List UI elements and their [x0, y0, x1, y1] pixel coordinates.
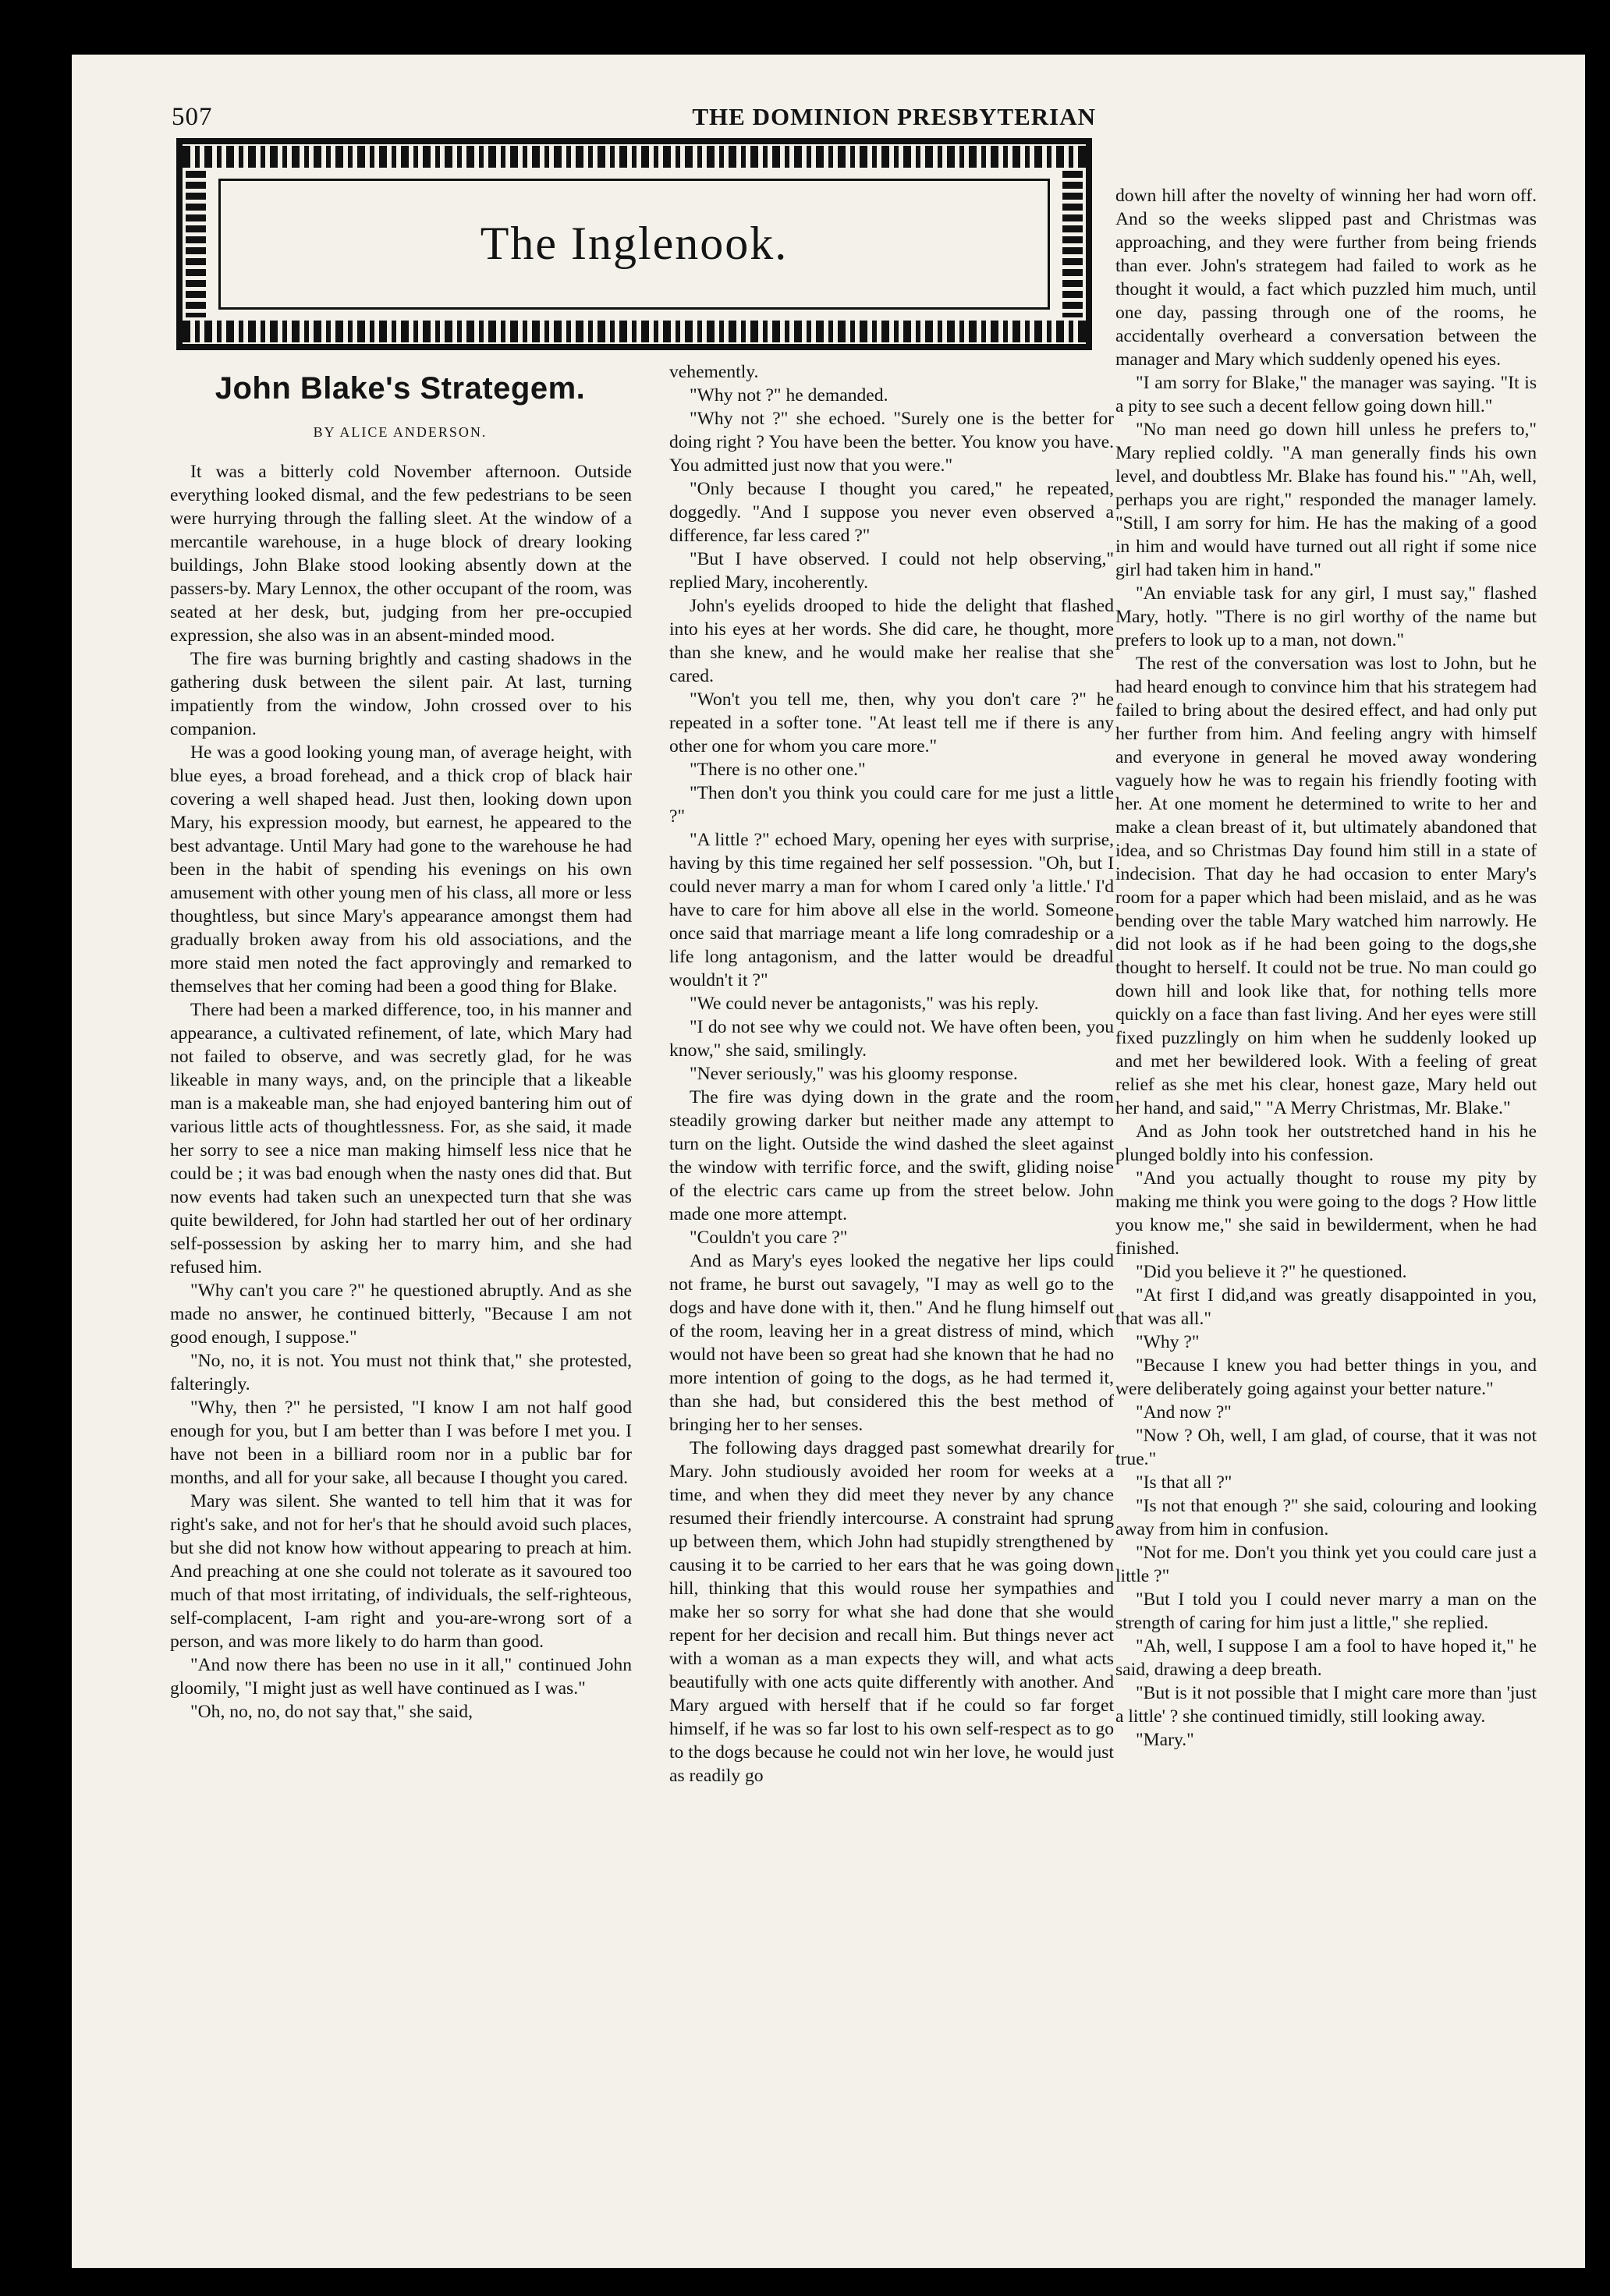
paragraph: "A little ?" echoed Mary, opening her eyes with surprise, having by this time regained her self possession. "Oh, but I could never marry a man for whom I cared only 'a little.' I'd have to care for him above all else in the world. Someone once said that marriage meant a life long comradeship or a life long antagonism, and the latter would be dreadful wouldn't it ?" [669, 830, 1114, 990]
paragraph: "And you actually thought to rouse my pity by making me think you were going to the dogs ? How little you know me," she said in bewilderment, when he had finished. [1115, 1168, 1537, 1259]
paragraph: "At first I did,and was greatly disappointed in you, that was all." [1115, 1285, 1537, 1329]
paragraph: "I do not see why we could not. We have often been, you know," she said, smilingly. [669, 1017, 1114, 1061]
paragraph: "Is that all ?" [1136, 1472, 1232, 1493]
section-banner [176, 138, 1092, 350]
paragraph: The following days dragged past somewhat drearily for Mary. John studiously avoided her room for weeks at a time, and when they did meet they never by any chance resumed their friendly intercourse. A constraint had sprung up between them, which John had stupidly strengthened by causing it to be carried to her ears that he was going down hill, thinking that this would rouse her sympathies and make her so sorry for what she had done that she would repent for her decision and recall him. But things never act with a woman as a man expects they will, and what acts beautifully with one acts quite differently with another. And Mary argued with herself that if he could so far forget himself, if he was so far lost to his own self-respect as to go to the dogs because he could not win her love, he would just as readily go [669, 1438, 1114, 1786]
paragraph: "But I have observed. I could not help observing," replied Mary, incoherently. [669, 549, 1114, 593]
ornamental-border-bottom [183, 321, 1086, 342]
banner-inner-frame [218, 179, 1050, 310]
paragraph: John's eyelids drooped to hide the delight that flashed into his eyes at her words. She did care, he thought, more than she knew, and he would make her realise that she cared. [669, 596, 1114, 686]
paragraph: "But is it not possible that I might care more than 'just a little' ? she continued timidly, still looking away. [1115, 1683, 1537, 1727]
paragraph: "Couldn't you care ?" [690, 1228, 848, 1248]
page-header [172, 97, 1096, 144]
paragraph: "We could never be antagonists," was his reply. [690, 994, 1039, 1014]
ornamental-border-right [1062, 171, 1083, 317]
paragraph: "Oh, no, no, do not say that," she said, [190, 1702, 473, 1722]
paragraph: "No man need go down hill unless he prefers to," Mary replied coldly. "A man generally finds his own level, and doubtless Mr. Blake has found his." "Ah, well, perhaps you are right," responded the manager lamely. "Still, I am sorry for him. He has the making of a good in him and would have turned out all right if some nice girl had taken him in hand." [1115, 420, 1537, 580]
paragraph: "Why, then ?" he persisted, "I know I am not half good enough for you, but I am better than I was before I met you. I have not been in a billiard room nor in a public bar for months, and all for your sake, all because I thought you cared. [170, 1398, 632, 1488]
section-title: The Inglenook. [480, 218, 789, 269]
paragraph: "Mary." [1136, 1730, 1194, 1750]
paragraph: "Why not ?" he demanded. [690, 385, 888, 406]
paragraph: down hill after the novelty of winning her had worn off. And so the weeks slipped past and Christmas was approaching, and they were further from being friends than ever. John's strategem had failed to work as he thought it would, a fact which puzzled him much, until one day, passing through one of the rooms, he accidentally overheard a conversation between the manager and Mary which suddenly opened his eyes. [1115, 186, 1537, 370]
paragraph: vehemently. [669, 362, 759, 382]
paragraph: "Why ?" [1136, 1332, 1200, 1352]
paragraph: "Won't you tell me, then, why you don't care ?" he repeated in a softer tone. "At least tell me if there is any other one for whom you care more." [669, 689, 1114, 756]
paragraph: It was a bitterly cold November afternoon. Outside everything looked dismal, and the few pedestrians to be seen were hurrying through the falling sleet. At the window of a mercantile warehouse, in a huge block of dreary looking buildings, John Blake stood looking absently down at the passers-by. Mary Lennox, the other occupant of the room, was seated at her desk, but, judging from her pre-occupied expression, she also was in an absent-minded mood. [170, 462, 632, 646]
story-title: John Blake's Strategem. [215, 371, 586, 406]
column-3 [1115, 184, 1537, 1752]
page-number: 507 [172, 103, 213, 131]
paragraph: "No, no, it is not. You must not think that," she protested, falteringly. [170, 1351, 632, 1394]
paragraph: The rest of the conversation was lost to John, but he had heard enough to convince him that his strategem had failed to bring about the desired effect, and had only put her further from him. And feeling angry with himself and everyone in general he moved away wondering vaguely how he was to regain his friendly footing with her. At one moment he determined to write to her and make a clean breast of it, but ultimately abandoned that idea, and so Christmas Day found him still in a state of indecision. That day he had occasion to enter Mary's room for a paper which had been mislaid, and as he was bending over the table Mary watched him narrowly. He did not look as if he had been going to the dogs,she thought to herself. It could not be true. No man could go down hill and look like that, for nothing tells more quickly on a face than fast living. And her eyes were still fixed puzzlingly on him when he suddenly looked up and met her bewildered look. With a feeling of great relief as she met his clear, honest gaze, Mary held out her hand, and said," "A Merry Christmas, Mr. Blake." [1115, 654, 1537, 1118]
paragraph: And as John took her outstretched hand in his he plunged boldly into his confession. [1115, 1121, 1537, 1165]
paragraph: The fire was dying down in the grate and the room steadily growing darker but neither made any attempt to turn on the light. Outside the wind dashed the sleet against the window with terrific force, and the swift, gliding noise of the electric cars came up from the street below. John made one more attempt. [669, 1087, 1114, 1224]
paragraph: Mary was silent. She wanted to tell him that it was for right's sake, and not for her's that he should avoid such places, but she did not know how without appearing to preach at him. And preaching at one she could not tolerate as it savoured too much of that most irritating, of individuals, the self-righteous, self-complacent, I-am right and you-are-wrong sort of a person, and was more likely to do harm than good. [170, 1491, 632, 1652]
paragraph: "Now ? Oh, well, I am glad, of course, that it was not true." [1115, 1426, 1537, 1469]
column-1 [170, 460, 632, 1724]
paragraph: "Ah, well, I suppose I am a fool to have hoped it," he said, drawing a deep breath. [1115, 1636, 1537, 1680]
paragraph: "And now ?" [1136, 1402, 1232, 1423]
journal-title: THE DOMINION PRESBYTERIAN [692, 103, 1096, 130]
paragraph: "Did you believe it ?" he questioned. [1136, 1262, 1407, 1282]
paragraph: "Never seriously," was his gloomy response. [690, 1064, 1018, 1084]
ornamental-border-left [186, 171, 206, 317]
paragraph: "Is not that enough ?" she said, colouring and looking away from him in confusion. [1115, 1496, 1537, 1540]
paragraph: "Only because I thought you cared," he repeated, doggedly. "And I suppose you never even observed a difference, far less cared ?" [669, 479, 1114, 546]
byline: BY ALICE ANDERSON. [313, 424, 488, 440]
paragraph: "And now there has been no use in it all," continued John gloomily, "I might just as well have continued as I was." [170, 1655, 632, 1699]
ornamental-border-top [183, 146, 1086, 168]
paragraph: "There is no other one." [690, 760, 866, 780]
column-2 [669, 360, 1114, 1788]
paragraph: "Why not ?" she echoed. "Surely one is the better for doing right ? You have been the better. You know you have. You admitted just now that you were." [669, 409, 1114, 476]
paragraph: The fire was burning brightly and casting shadows in the gathering dusk between the silent pair. At last, turning impatiently from the window, John crossed over to his companion. [170, 649, 632, 739]
paragraph: And as Mary's eyes looked the negative her lips could not frame, he burst out savagely, "I may as well go to the dogs and have done with it, then." And he flung himself out of the room, leaving her in a great distress of mind, which would not have been so great had she known that he had no more intention of going to the dogs, as he had termed it, than she had, but considered this the best method of bringing her to her senses. [669, 1251, 1114, 1435]
paragraph: "Because I knew you had better things in you, and were deliberately going against your better nature." [1115, 1355, 1537, 1399]
paragraph: "Then don't you think you could care for me just a little ?" [669, 783, 1114, 827]
paragraph: There had been a marked difference, too, in his manner and appearance, a cultivated refinement, of late, which Mary had not failed to observe, and was secretly glad, for he was likeable in many ways, and, on the principle that a likeable man is a makeable man, she had enjoyed bantering him out of various little acts of thoughtlessness. For, as she said, it made her sorry to see a nice man making himself less nice that he could be ; it was bad enough when the nasty ones did that. But now events had taken such an unexpected turn that she was quite bewildered, for John had startled her out of her ordinary self-possession by asking her to marry him, and she had refused him. [170, 1000, 632, 1277]
paragraph: "I am sorry for Blake," the manager was saying. "It is a pity to see such a decent fellow going down hill." [1115, 373, 1537, 416]
paragraph: "But I told you I could never marry a man on the strength of caring for him just a little," she replied. [1115, 1589, 1537, 1633]
paragraph: "Not for me. Don't you think yet you could care just a little ?" [1115, 1543, 1537, 1586]
paragraph: "An enviable task for any girl, I must say," flashed Mary, hotly. "There is no girl worthy of the name but prefers to look up to a man, not down." [1115, 583, 1537, 650]
paragraph: "Why can't you care ?" he questioned abruptly. And as she made no answer, he continued bitterly, "Because I am not good enough, I suppose." [170, 1281, 632, 1348]
paragraph: He was a good looking young man, of average height, with blue eyes, a broad forehead, and a thick crop of black hair covering a well shaped head. Just then, looking down upon Mary, his expression moody, but earnest, he appeared to the best advantage. Until Mary had gone to the warehouse he had been in the habit of spending his evenings on his own amusement with other young men of his class, all more or less thoughtless, but since Mary's appearance amongst them had gradually broken away from his old associations, and the more staid men noted the fact approvingly and remarked to themselves that her coming had been a good thing for Blake. [170, 742, 632, 997]
